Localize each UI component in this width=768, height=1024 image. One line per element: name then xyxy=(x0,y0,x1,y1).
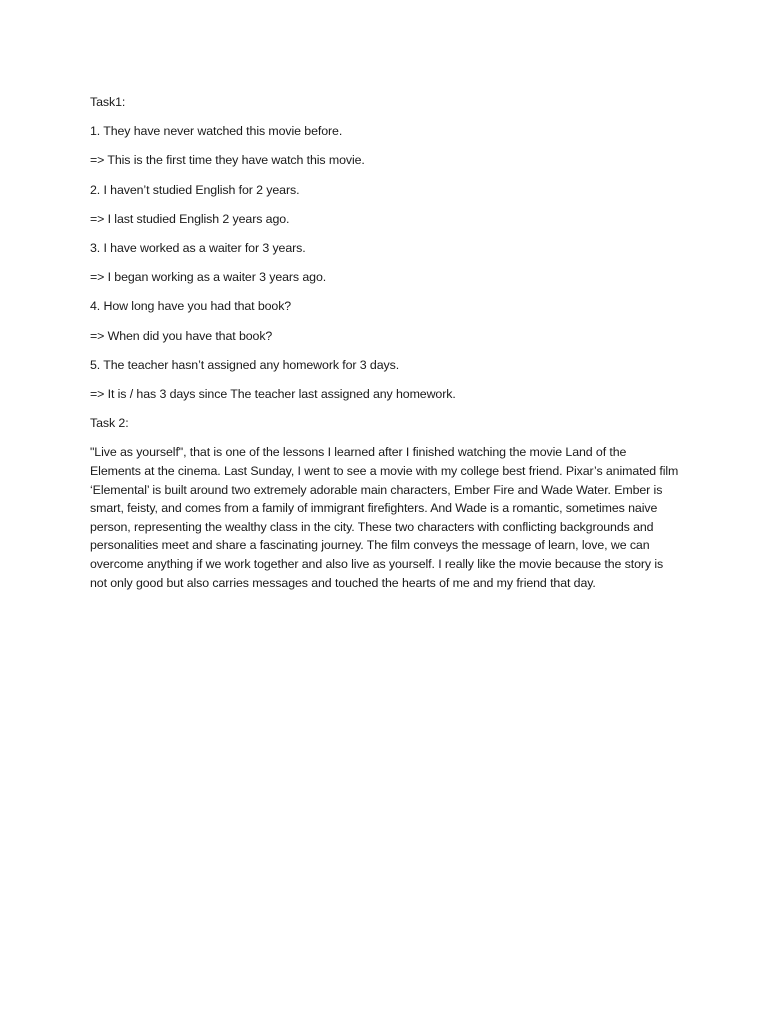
task1-line-4: => I last studied English 2 years ago. xyxy=(90,211,290,226)
task2-heading: Task 2: xyxy=(90,416,129,431)
task1-line-10: => It is / has 3 days since The teacher last assigned any homework. xyxy=(90,387,456,402)
task1-line-6: => I began working as a waiter 3 years ago. xyxy=(90,270,327,285)
task1-heading: Task1: xyxy=(90,95,126,109)
task1-line-2: => This is the first time they have watch this movie. xyxy=(90,153,365,168)
task1-line-3: 2. I haven’t studied English for 2 years. xyxy=(90,182,300,197)
task1-line-8: => When did you have that book? xyxy=(90,328,273,343)
document-content xyxy=(90,93,680,592)
task1-line-7: 4. How long have you had that book? xyxy=(90,299,292,314)
task1-line-9: 5. The teacher hasn’t assigned any homework for 3 days. xyxy=(90,357,400,372)
task1-line-1: 1. They have never watched this movie before. xyxy=(90,124,343,139)
task1-line-5: 3. I have worked as a waiter for 3 years. xyxy=(90,241,306,256)
task2-essay: "Live as yourself", that is one of the lessons I learned after I finished watching the movie Land of the Elements at the cinema. Last Sunday, I went to see a movie with my college best friend. Pixar’s animated film ‘Elemental’ is built around two extremely adorable main characters, Ember Fire and Wade Water. Ember is smart, feisty, and comes from a family of immigrant firefighters. And Wade is a romantic, sometimes naive person, representing the wealthy class in the city. These two characters with conflicting backgrounds and personalities meet and share a fascinating journey. The film conveys the message of learn, love, we can overcome anything if we work together and also live as yourself. I really like the movie because the story is not only good but also carries messages and touched the hearts of me and my friend that day. xyxy=(90,445,679,590)
